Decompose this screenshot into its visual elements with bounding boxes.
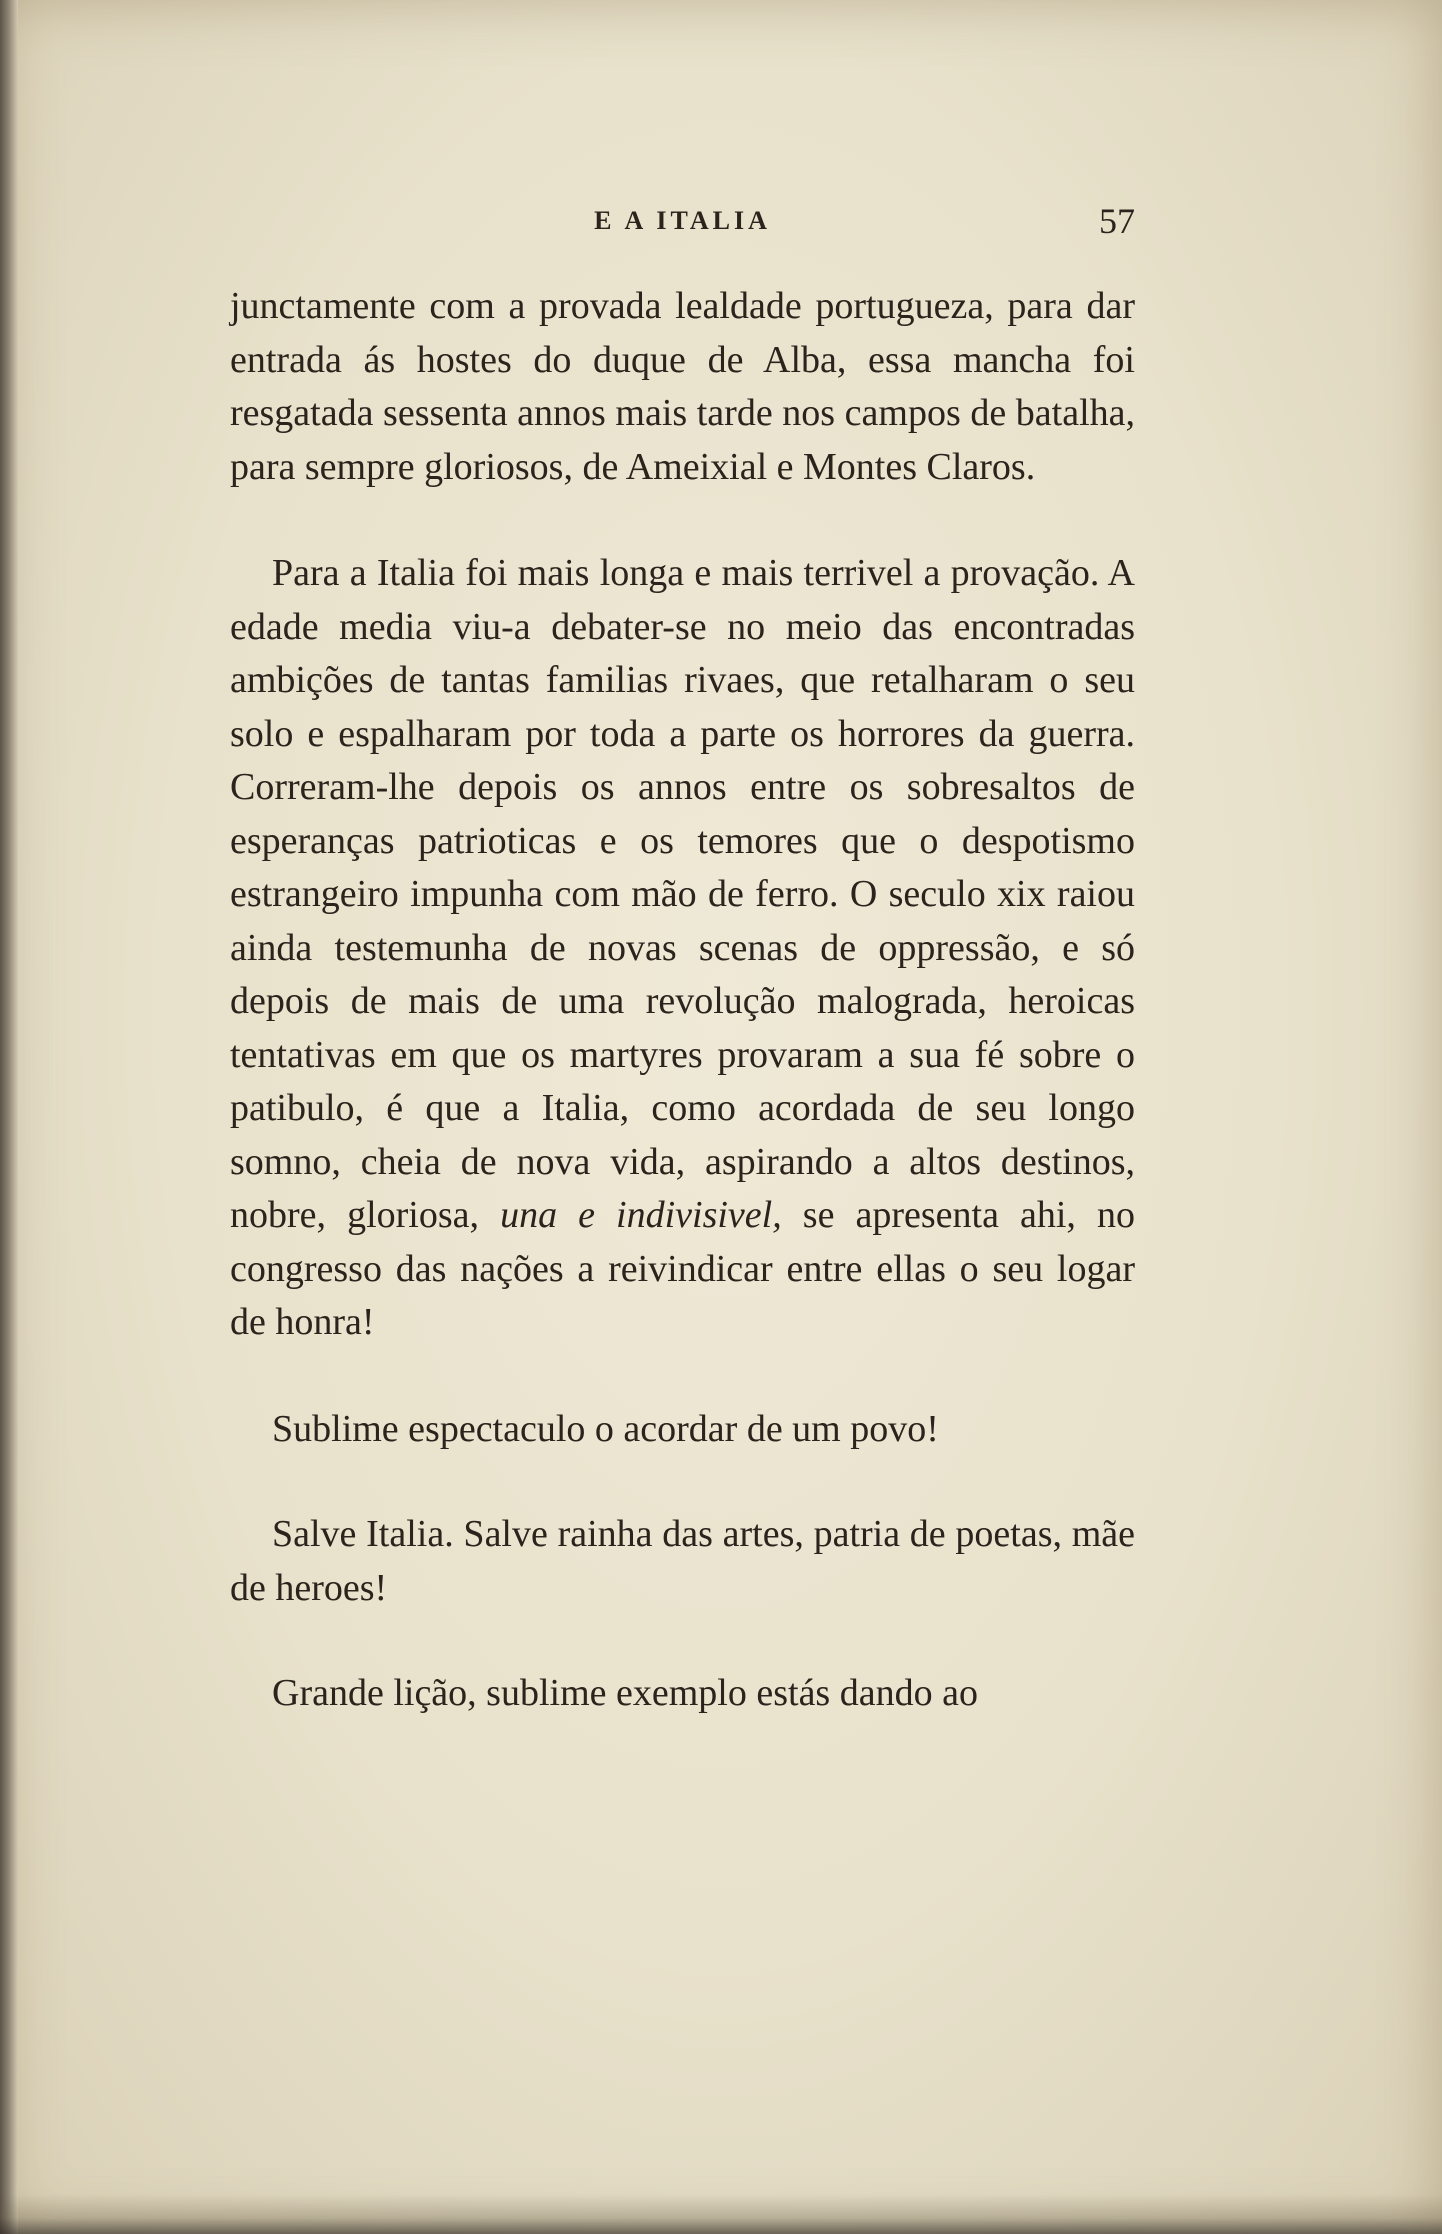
paragraph-3: Sublime espectaculo o acordar de um povo! (272, 1407, 939, 1450)
paragraph-1: junctamente com a provada lealdade portugueza, para dar entrada ás hostes do duque de Alba, essa mancha foi resgatada sessenta annos mais tarde nos campos de batalha, para sempre gloriosos, de Ameixial e Montes Claros. (230, 285, 1135, 488)
paragraph-2-text-before: Para a Italia foi mais longa e mais terrivel a provação. A edade media viu-a debater-se no meio das encontradas ambições de tantas familias rivaes, que retalharam o seu solo e espalharam por toda a parte os horrores da guerra. Correram-lhe depois os annos entre os sobresaltos de esperanças patrioticas e os temores que o despotismo estrangeiro impunha com mão de ferro. O seculo xix raiou ainda testemunha de novas scenas de oppressão, e só depois de mais de uma revolução malograda, heroicas tentativas em que os martyres provaram a sua fé sobre o patibulo, é que a Italia, como acordada de seu longo somno, cheia de nova vida, aspirando a altos destinos, nobre, gloriosa, (230, 552, 1135, 1236)
page-spine-edge (0, 0, 18, 2234)
paragraph-5: Grande lição, sublime exemplo estás dando ao (272, 1672, 978, 1714)
body-text (230, 280, 1135, 1721)
page-bottom-edge (0, 2194, 1442, 2234)
page-header (230, 200, 1135, 250)
paragraph-2-text-after: se apresenta ahi, no congresso das nações a reivindicar entre ellas o seu logar de honra! (230, 1194, 1135, 1343)
paragraph-2-emphasis: una e indivisivel, (500, 1194, 782, 1236)
paragraph-4: Salve Italia. Salve rainha das artes, patria de poetas, mãe de heroes! (230, 1513, 1135, 1609)
running-head: E A ITALIA (594, 206, 771, 235)
page-number: 57 (1099, 201, 1135, 241)
paragraph-2 (230, 547, 1135, 1350)
